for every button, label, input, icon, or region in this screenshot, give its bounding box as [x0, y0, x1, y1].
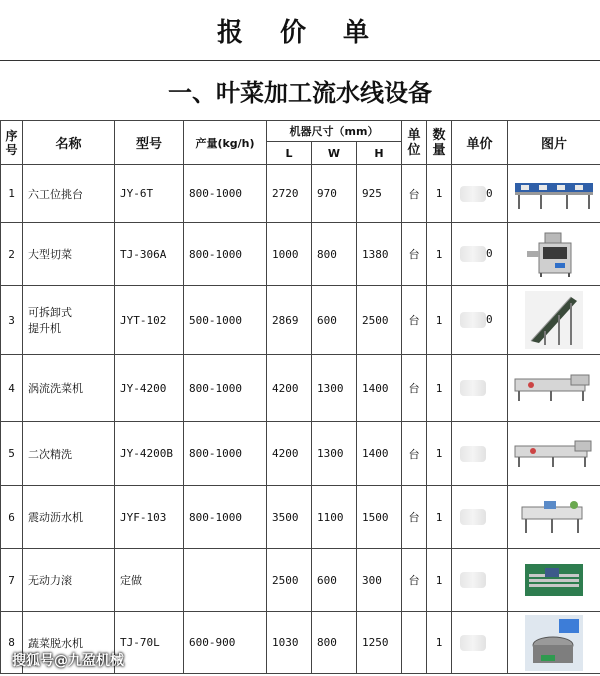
cell-name: 六工位挑台 — [23, 165, 115, 223]
cell-model: JY-4200B — [115, 422, 184, 486]
header-W: W — [312, 142, 357, 165]
cell-picture — [508, 422, 600, 486]
cell-capacity: 600-900 — [184, 612, 267, 674]
cell-model: JY-6T — [115, 165, 184, 223]
cell-qty: 1 — [427, 486, 452, 549]
vibration-dewater-icon — [508, 499, 600, 535]
section-title: 一、叶菜加工流水线设备 — [168, 78, 432, 107]
cell-capacity: 500-1000 — [184, 286, 267, 355]
blurred-price — [460, 446, 486, 462]
cell-H: 925 — [357, 165, 402, 223]
header-capacity: 产量(kg/h) — [184, 121, 267, 165]
cell-picture — [508, 286, 600, 355]
cell-picture — [508, 355, 600, 422]
cell-qty: 1 — [427, 286, 452, 355]
blurred-price — [460, 246, 486, 262]
price-suffix: 0 — [486, 247, 493, 260]
cell-picture — [508, 486, 600, 549]
sorting-table-icon — [508, 177, 600, 211]
table-row — [1, 355, 600, 422]
cell-price — [452, 165, 508, 223]
cell-unit: 台 — [402, 422, 427, 486]
table-row — [1, 286, 600, 355]
blurred-price — [460, 635, 486, 651]
cell-picture — [508, 549, 600, 612]
cell-unit: 台 — [402, 355, 427, 422]
cell-picture — [508, 223, 600, 286]
cell-qty: 1 — [427, 165, 452, 223]
cell-H: 2500 — [357, 286, 402, 355]
table-row — [1, 549, 600, 612]
cell-capacity: 800-1000 — [184, 165, 267, 223]
cell-unit: 台 — [402, 486, 427, 549]
cell-unit: 台 — [402, 286, 427, 355]
cell-name: 涡流洗菜机 — [23, 355, 115, 422]
cell-W: 800 — [312, 612, 357, 674]
header-qty: 数量 — [427, 121, 452, 165]
cell-unit — [402, 612, 427, 674]
header-price: 单价 — [452, 121, 508, 165]
header-size: 机器尺寸（mm） — [267, 121, 402, 142]
cell-capacity: 800-1000 — [184, 422, 267, 486]
cell-unit: 台 — [402, 549, 427, 612]
cell-name: 二次精洗 — [23, 422, 115, 486]
cell-H: 1400 — [357, 355, 402, 422]
vortex-washer-icon — [508, 373, 600, 403]
cell-seq: 6 — [1, 486, 23, 549]
header-L: L — [267, 142, 312, 165]
cell-name: 可拆卸式 提升机 — [23, 286, 115, 355]
cell-H: 1250 — [357, 612, 402, 674]
table-row — [1, 486, 600, 549]
cell-price — [452, 549, 508, 612]
cell-price — [452, 223, 508, 286]
cell-seq: 8 — [1, 612, 23, 674]
cell-capacity: 800-1000 — [184, 223, 267, 286]
blurred-price — [460, 572, 486, 588]
cell-price — [452, 612, 508, 674]
cell-seq: 2 — [1, 223, 23, 286]
cell-name: 蔬菜脱水机 — [23, 612, 115, 674]
header-unit: 单位 — [402, 121, 427, 165]
cell-H: 300 — [357, 549, 402, 612]
cell-seq: 5 — [1, 422, 23, 486]
cell-name: 大型切菜 — [23, 223, 115, 286]
cell-unit: 台 — [402, 223, 427, 286]
cell-seq: 3 — [1, 286, 23, 355]
roller-conveyor-icon — [508, 564, 600, 596]
cell-W: 600 — [312, 286, 357, 355]
cell-seq: 7 — [1, 549, 23, 612]
cell-model: JY-4200 — [115, 355, 184, 422]
cell-model: TJ-70L — [115, 612, 184, 674]
cell-model: JYT-102 — [115, 286, 184, 355]
header-name: 名称 — [23, 121, 115, 165]
cell-L: 2720 — [267, 165, 312, 223]
cell-picture — [508, 612, 600, 674]
cell-H: 1400 — [357, 422, 402, 486]
cell-price — [452, 486, 508, 549]
cell-L: 4200 — [267, 422, 312, 486]
header-seq: 序号 — [1, 121, 23, 165]
fine-washer-icon — [508, 439, 600, 469]
cell-capacity: 800-1000 — [184, 486, 267, 549]
table-row — [1, 422, 600, 486]
cell-qty: 1 — [427, 223, 452, 286]
cell-seq: 4 — [1, 355, 23, 422]
header-model: 型号 — [115, 121, 184, 165]
cell-seq: 1 — [1, 165, 23, 223]
cell-capacity: 800-1000 — [184, 355, 267, 422]
cell-name: 无动力滚 — [23, 549, 115, 612]
page-title: 报 价 单 — [0, 0, 600, 61]
blurred-price — [460, 509, 486, 525]
cell-price — [452, 355, 508, 422]
quotation-table — [0, 120, 600, 674]
blurred-price — [460, 312, 486, 328]
cell-W: 1100 — [312, 486, 357, 549]
cell-qty: 1 — [427, 355, 452, 422]
cell-model: JYF-103 — [115, 486, 184, 549]
conveyor-lifter-icon — [508, 291, 600, 349]
cell-price — [452, 422, 508, 486]
cell-qty: 1 — [427, 549, 452, 612]
cell-H: 1380 — [357, 223, 402, 286]
watermark: 搜狐号@九盈机械 — [12, 653, 124, 669]
cell-W: 600 — [312, 549, 357, 612]
vegetable-cutter-icon — [508, 229, 600, 279]
cell-model: 定做 — [115, 549, 184, 612]
cell-W: 800 — [312, 223, 357, 286]
cell-L: 2500 — [267, 549, 312, 612]
cell-qty: 1 — [427, 612, 452, 674]
table-body — [1, 165, 600, 674]
price-suffix: 0 — [486, 313, 493, 326]
dehydrator-icon — [508, 615, 600, 671]
table-row — [1, 165, 600, 223]
blurred-price — [460, 186, 486, 202]
cell-price — [452, 286, 508, 355]
cell-H: 1500 — [357, 486, 402, 549]
cell-L: 4200 — [267, 355, 312, 422]
cell-W: 970 — [312, 165, 357, 223]
table-row — [1, 223, 600, 286]
price-suffix: 0 — [486, 186, 493, 200]
cell-W: 1300 — [312, 422, 357, 486]
cell-L: 1000 — [267, 223, 312, 286]
header-H: H — [357, 142, 402, 165]
cell-model: TJ-306A — [115, 223, 184, 286]
cell-L: 3500 — [267, 486, 312, 549]
cell-W: 1300 — [312, 355, 357, 422]
cell-qty: 1 — [427, 422, 452, 486]
cell-L: 1030 — [267, 612, 312, 674]
blurred-price — [460, 380, 486, 396]
cell-capacity — [184, 549, 267, 612]
cell-name: 震动沥水机 — [23, 486, 115, 549]
cell-unit: 台 — [402, 165, 427, 223]
header-pic: 图片 — [508, 121, 600, 165]
cell-L: 2869 — [267, 286, 312, 355]
cell-picture — [508, 165, 600, 223]
